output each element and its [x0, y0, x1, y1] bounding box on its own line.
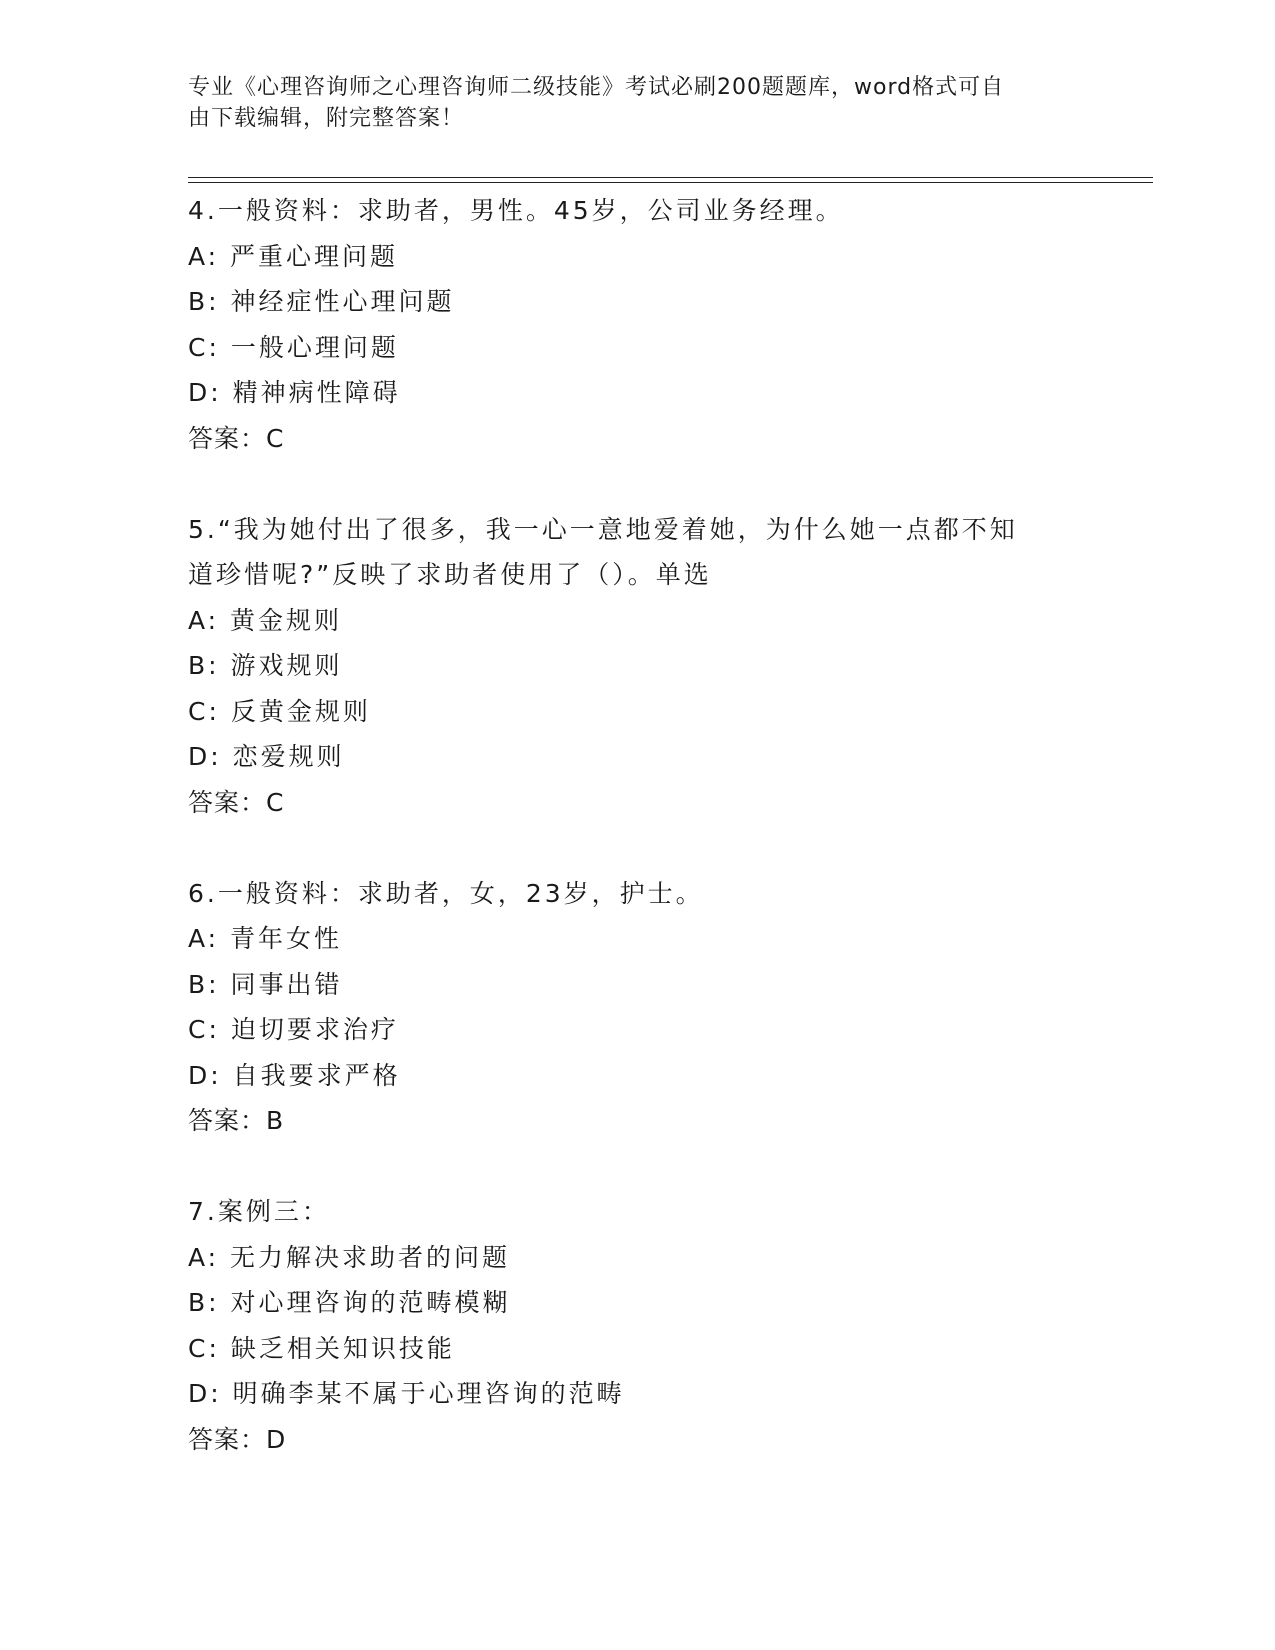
spacer — [188, 1144, 1088, 1190]
option-c: C: 一般心理问题 — [188, 332, 399, 362]
question-7 — [188, 1189, 1088, 1462]
option-c: C: 缺乏相关知识技能 — [188, 1333, 455, 1363]
spacer — [188, 825, 1088, 871]
header-line-2: 由下载编辑，附完整答案！ — [188, 106, 465, 131]
header-divider-bottom — [188, 182, 1153, 183]
option-c: C: 迫切要求治疗 — [188, 1015, 399, 1044]
option-d: D: 恋爱规则 — [188, 742, 345, 771]
option-d: D: 精神病性障碍 — [188, 378, 401, 407]
document-header — [188, 72, 1068, 134]
spacer — [188, 461, 1088, 507]
option-b: B: 对心理咨询的范畴模糊 — [188, 1288, 511, 1317]
option-b: B: 同事出错 — [188, 969, 343, 999]
option-d: D: 明确李某不属于心理咨询的范畴 — [188, 1379, 625, 1408]
question-4 — [188, 188, 1088, 461]
option-b: B: 神经症性心理问题 — [188, 287, 455, 316]
question-6 — [188, 871, 1088, 1144]
question-5 — [188, 507, 1088, 826]
question-list — [188, 188, 1088, 1462]
option-a: A: 无力解决求助者的问题 — [188, 1242, 511, 1272]
question-stem: 7.案例三： — [188, 1197, 330, 1226]
answer-line: 答案：B — [188, 1106, 285, 1135]
option-a: A: 青年女性 — [188, 924, 343, 953]
header-line-1: 专业《心理咨询师之心理咨询师二级技能》考试必刷200题题库，word格式可自 — [188, 75, 1005, 100]
option-a: A: 严重心理问题 — [188, 241, 399, 271]
question-stem: 6.一般资料：求助者，女，23岁，护士。 — [188, 878, 704, 908]
option-a: A: 黄金规则 — [188, 605, 343, 635]
option-b: B: 游戏规则 — [188, 651, 343, 680]
answer-line: 答案：C — [188, 423, 285, 453]
option-d: D: 自我要求严格 — [188, 1060, 401, 1090]
option-c: C: 反黄金规则 — [188, 696, 371, 726]
answer-line: 答案：C — [188, 787, 285, 817]
answer-line: 答案：D — [188, 1424, 287, 1454]
header-divider-top — [188, 177, 1153, 178]
question-stem: 5.“我为她付出了很多，我一心一意地爱着她，为什么她一点都不知 — [188, 514, 1018, 544]
question-stem-continued: 道珍惜呢?”反映了求助者使用了（）。单选 — [188, 560, 712, 589]
question-stem: 4.一般资料：求助者，男性。45岁，公司业务经理。 — [188, 196, 844, 225]
